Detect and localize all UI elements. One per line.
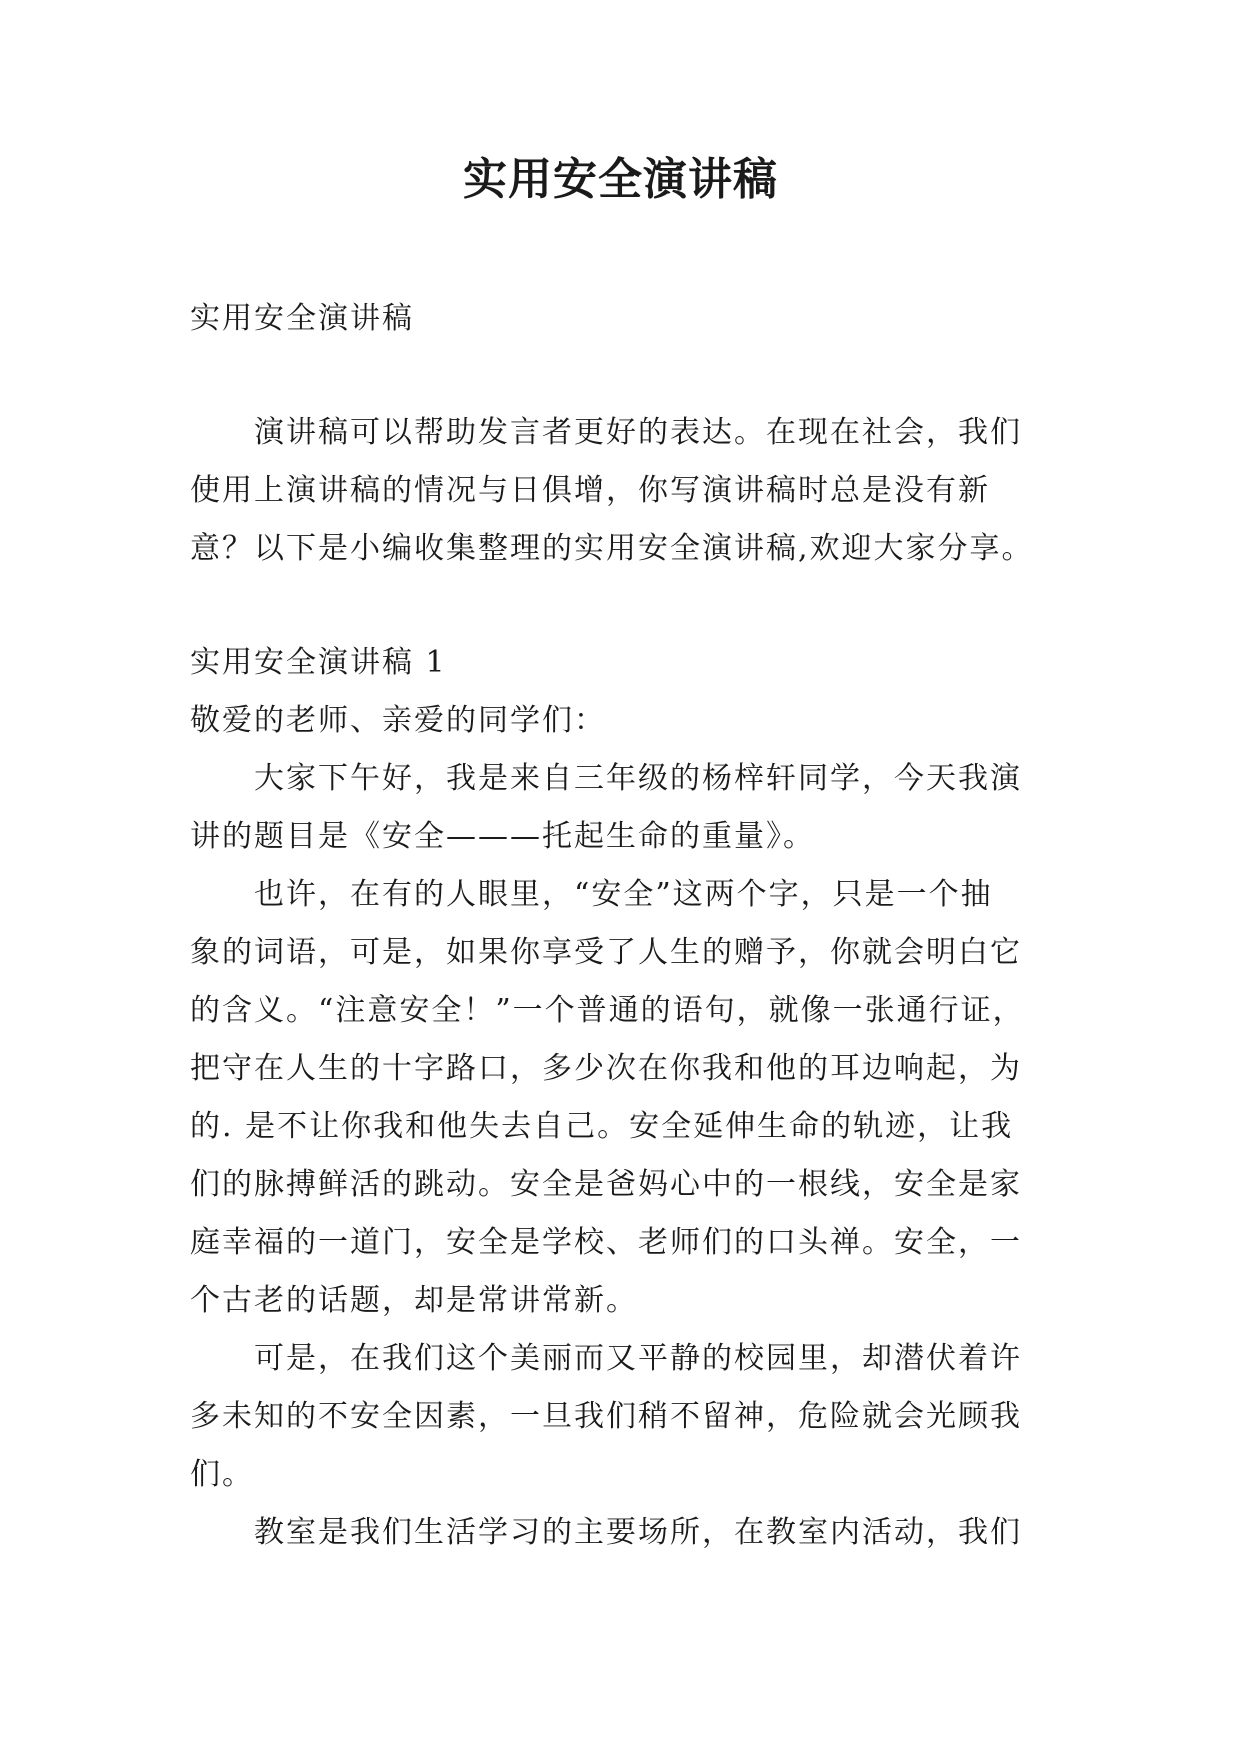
paragraph-3: [190, 1330, 1058, 1504]
paragraph-line: 大家下午好，我是来自三年级的杨梓轩同学，今天我演: [254, 761, 1022, 796]
paragraph-2: [190, 866, 1058, 1330]
paragraph-line: 个古老的话题，却是常讲常新。: [190, 1283, 638, 1318]
paragraph-line: 们。: [190, 1457, 254, 1492]
document-title: 实用安全演讲稿: [463, 154, 778, 205]
document-body: [190, 290, 1058, 1562]
section-heading: 实用安全演讲稿 1: [190, 645, 447, 680]
paragraph-4: [190, 1504, 1058, 1562]
paragraph-line: 们的脉搏鲜活的跳动。安全是爸妈心中的一根线，安全是家: [190, 1167, 1022, 1202]
intro-paragraph: [190, 404, 1058, 578]
spacer: [190, 578, 1058, 634]
paragraph-line: 的. 是不让你我和他失去自己。安全延伸生命的轨迹，让我: [190, 1109, 1014, 1144]
paragraph-1: [190, 750, 1058, 866]
intro-line: 演讲稿可以帮助发言者更好的表达。在现在社会，我们: [254, 415, 1022, 450]
paragraph-line: 可是，在我们这个美丽而又平静的校园里，却潜伏着许: [254, 1341, 1022, 1376]
intro-line: 意？以下是小编收集整理的实用安全演讲稿,欢迎大家分享。: [190, 531, 1034, 566]
paragraph-line: 也许，在有的人眼里，“安全”这两个字，只是一个抽: [254, 877, 993, 912]
paragraph-line: 的含义。“注意安全！”一个普通的语句，就像一张通行证，: [190, 993, 1025, 1028]
paragraph-line: 多未知的不安全因素，一旦我们稍不留神，危险就会光顾我: [190, 1399, 1022, 1434]
paragraph-line: 象的词语，可是，如果你享受了人生的赠予，你就会明白它: [190, 935, 1022, 970]
salutation: 敬爱的老师、亲爱的同学们：: [190, 703, 606, 738]
spacer: [190, 348, 1058, 404]
paragraph-line: 教室是我们生活学习的主要场所，在教室内活动，我们: [254, 1515, 1022, 1550]
paragraph-line: 庭幸福的一道门，安全是学校、老师们的口头禅。安全，一: [190, 1225, 1022, 1260]
intro-line: 使用上演讲稿的情况与日俱增，你写演讲稿时总是没有新: [190, 473, 990, 508]
paragraph-line: 讲的题目是《安全———托起生命的重量》。: [190, 819, 815, 854]
document-subtitle: 实用安全演讲稿: [190, 301, 414, 336]
paragraph-line: 把守在人生的十字路口，多少次在你我和他的耳边响起，为: [190, 1051, 1022, 1086]
